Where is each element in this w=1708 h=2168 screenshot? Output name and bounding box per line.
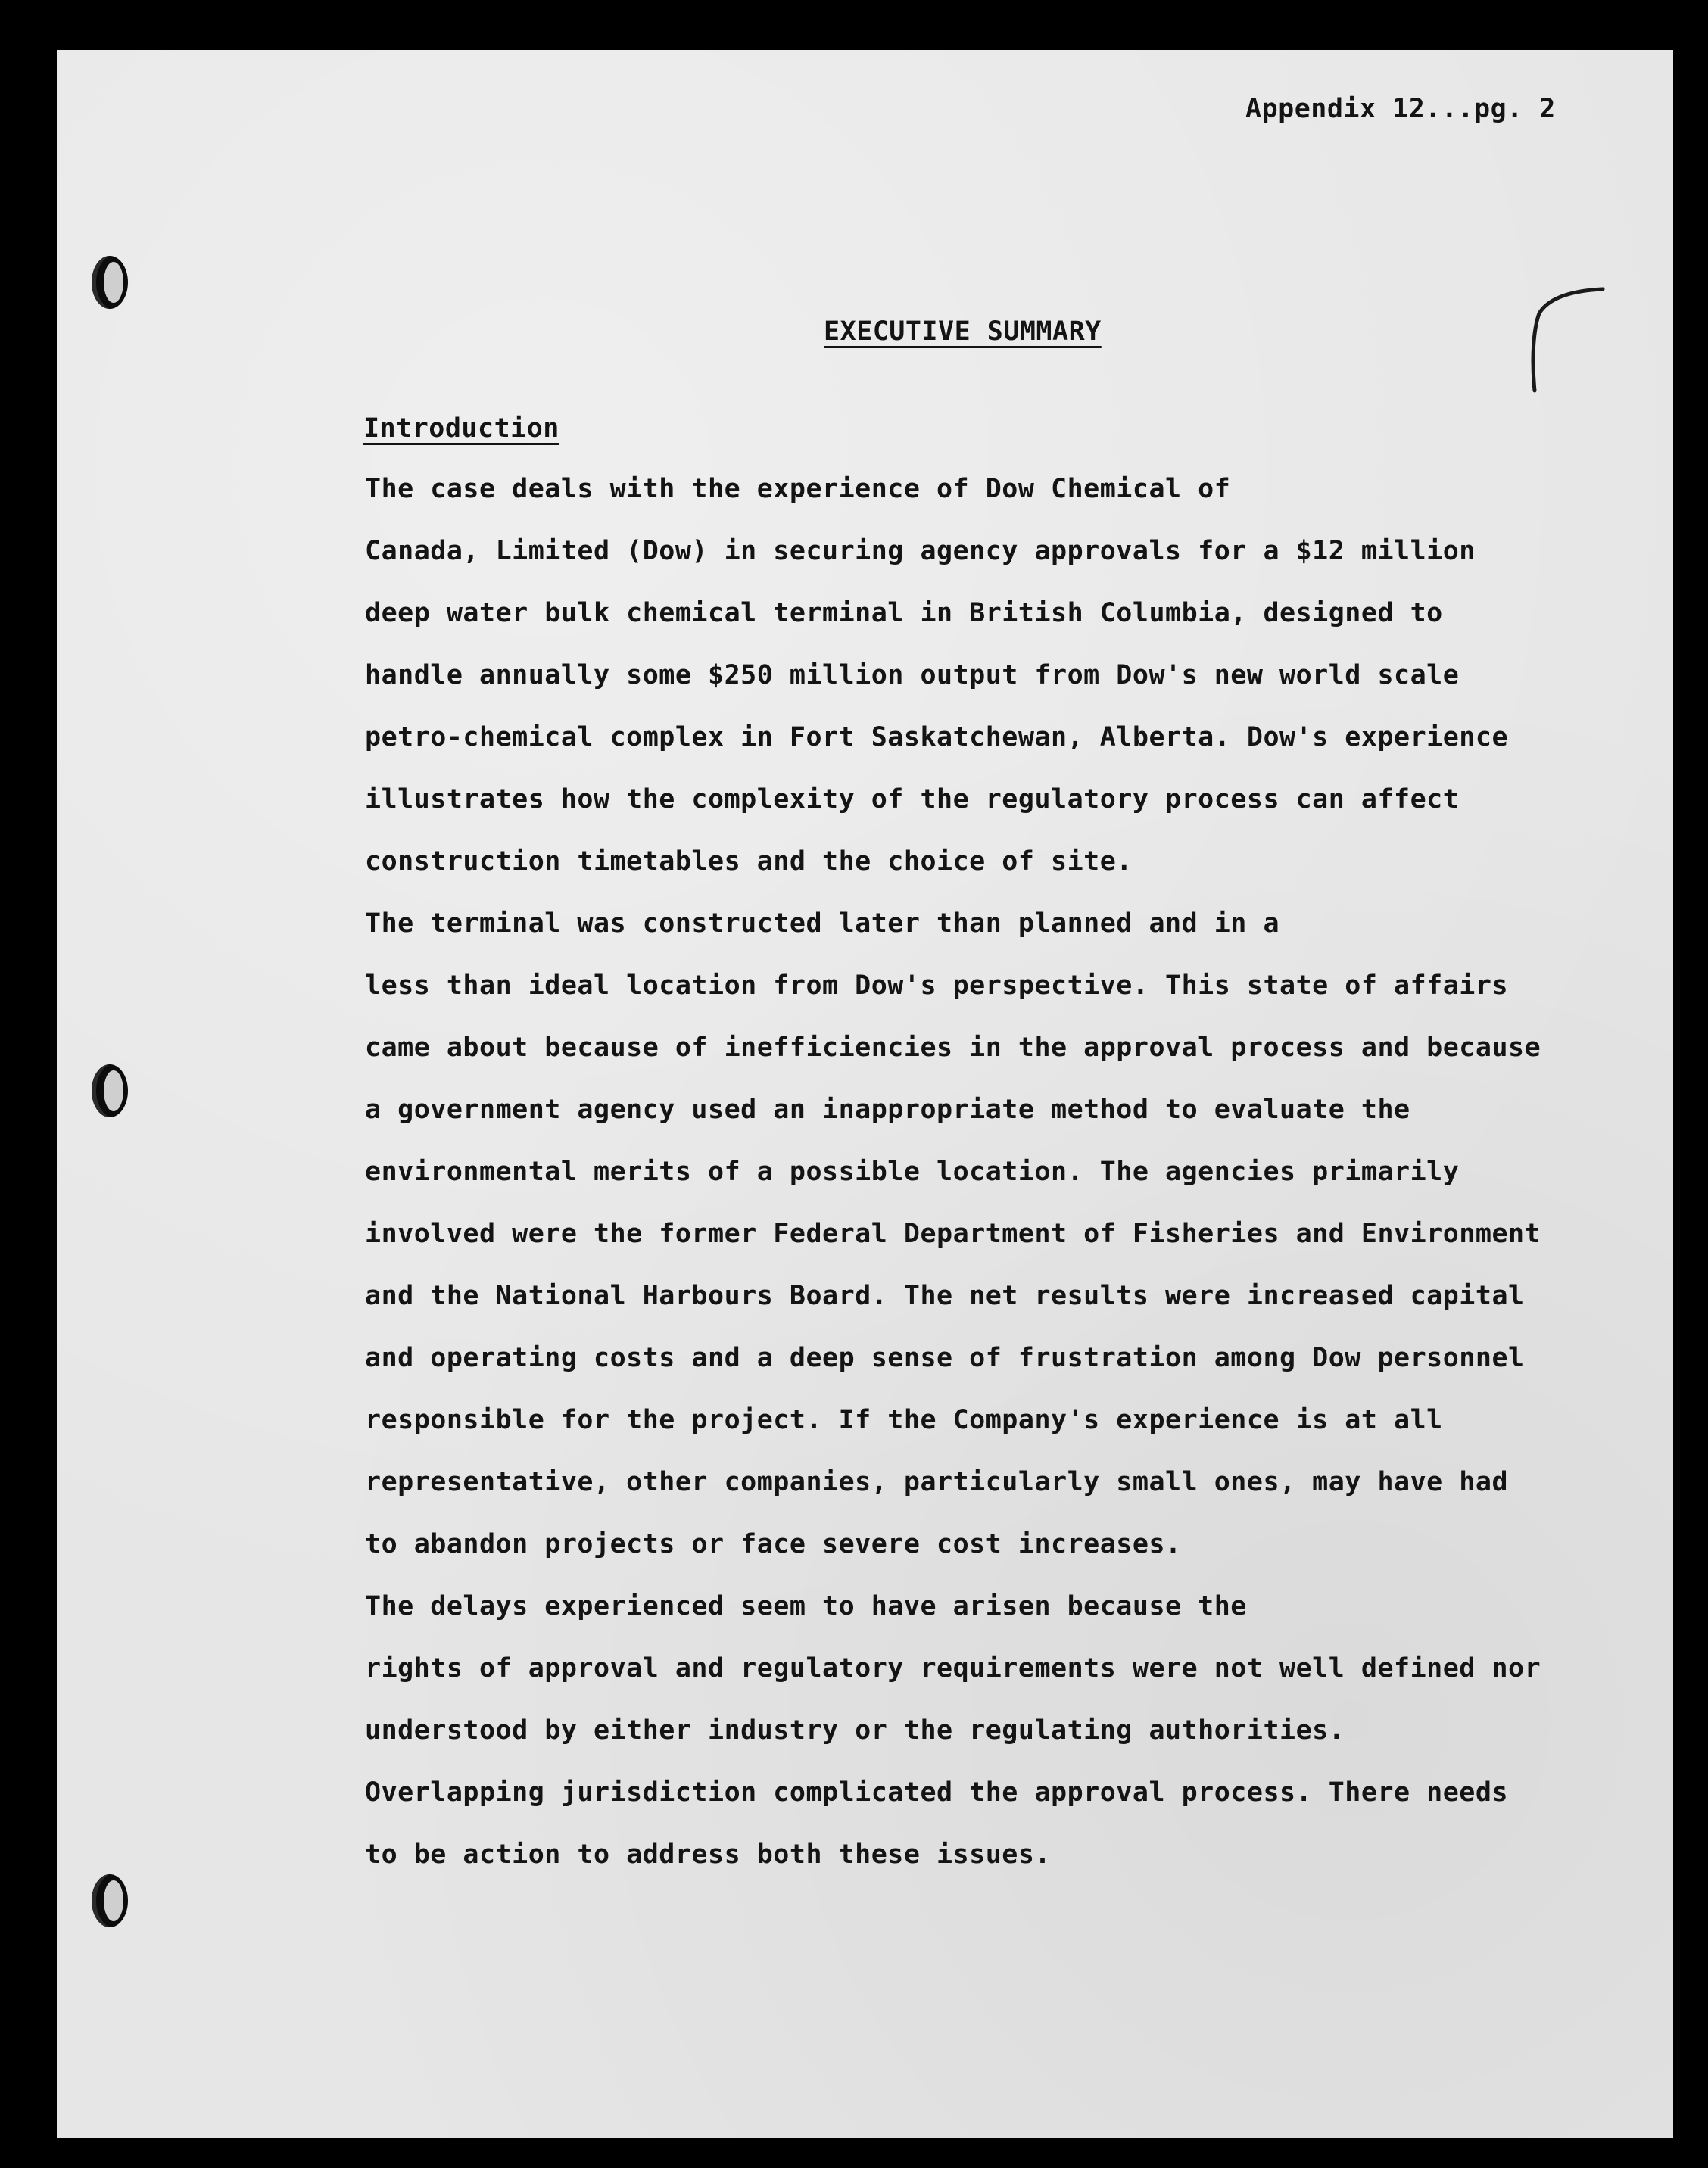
body-line: The delays experienced seem to have arisen because the [365,1591,1247,1621]
punch-hole [92,1064,128,1117]
document-title: EXECUTIVE SUMMARY [824,316,1102,347]
body-line: involved were the former Federal Department of Fisheries and Environment [365,1219,1541,1249]
body-line: Canada, Limited (Dow) in securing agency approvals for a $12 million [365,536,1476,566]
handwritten-corner-mark [1518,285,1609,398]
page-label: Appendix 12...pg. 2 [1245,94,1556,124]
document-page [57,50,1673,2138]
punch-hole [92,1874,128,1927]
body-line: environmental merits of a possible location. The agencies primarily [365,1157,1460,1187]
body-line: understood by either industry or the regulating authorities. [365,1715,1345,1746]
body-line: rights of approval and regulatory requirements were not well defined nor [365,1653,1541,1684]
body-line: petro-chemical complex in Fort Saskatchewan, Alberta. Dow's experience [365,722,1509,752]
body-line: handle annually some $250 million output from Dow's new world scale [365,660,1460,690]
body-line: and operating costs and a deep sense of frustration among Dow personnel [365,1343,1525,1373]
body-line: to be action to address both these issues. [365,1839,1052,1870]
body-line: Overlapping jurisdiction complicated the approval process. There needs [365,1777,1509,1808]
body-line: less than ideal location from Dow's perspective. This state of affairs [365,970,1509,1001]
body-line: came about because of inefficiencies in the approval process and because [365,1033,1541,1063]
body-line: responsible for the project. If the Company's experience is at all [365,1405,1443,1435]
body-line: representative, other companies, particularly small ones, may have had [365,1467,1509,1497]
body-line: a government agency used an inappropriate method to evaluate the [365,1095,1410,1125]
body-line: to abandon projects or face severe cost increases. [365,1529,1182,1559]
punch-hole [92,256,128,309]
body-line: illustrates how the complexity of the regulatory process can affect [365,784,1460,815]
body-line: The case deals with the experience of Dow Chemical of [365,474,1231,504]
section-heading: Introduction [363,413,559,444]
body-line: and the National Harbours Board. The net results were increased capital [365,1281,1525,1311]
body-line: The terminal was constructed later than planned and in a [365,908,1280,939]
body-line: construction timetables and the choice of site. [365,846,1133,877]
body-line: deep water bulk chemical terminal in British Columbia, designed to [365,598,1443,628]
